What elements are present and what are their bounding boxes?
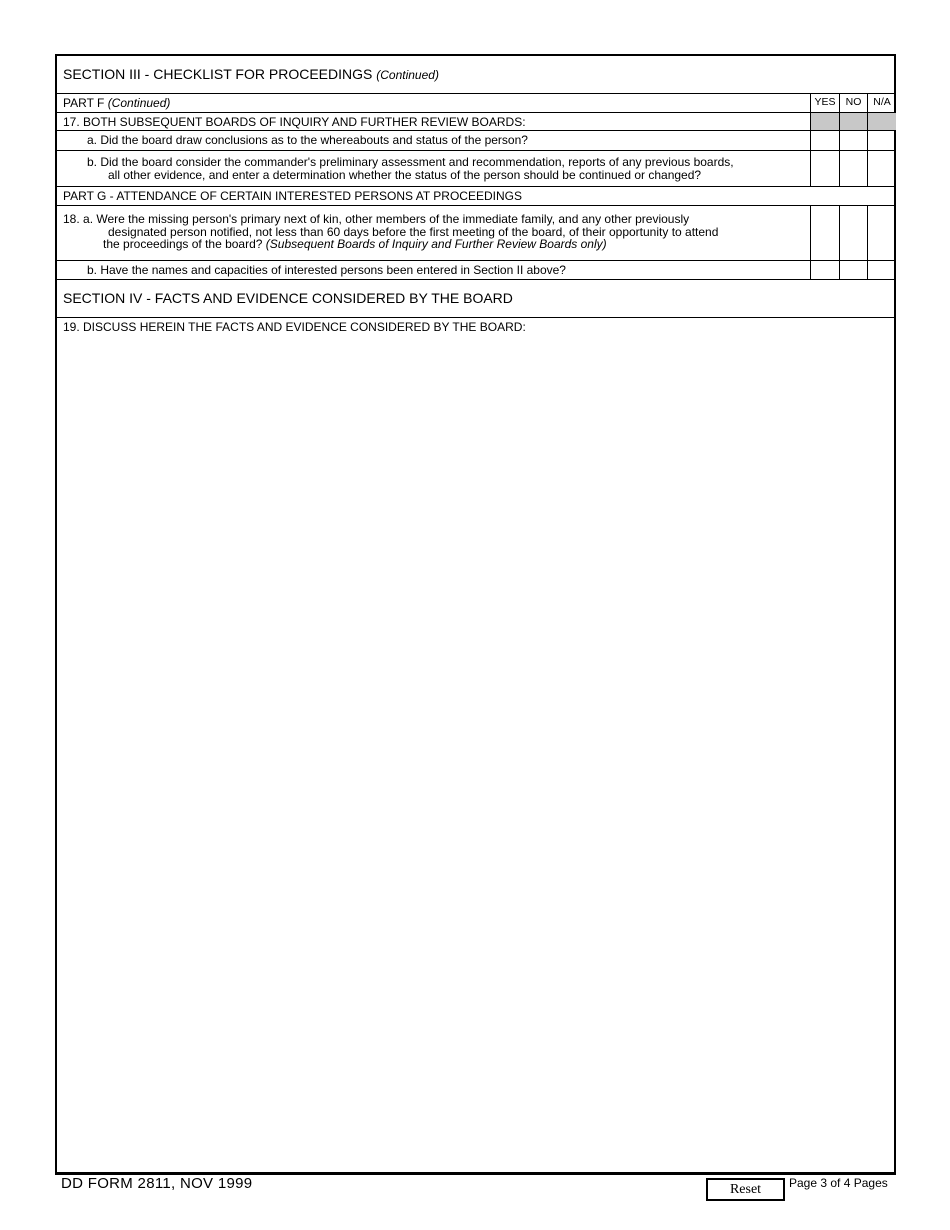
- item-18a-row: [57, 206, 894, 261]
- item-19-facts-field[interactable]: [57, 318, 894, 1172]
- part-f-continued: (Continued): [107, 96, 171, 110]
- column-header-na: N/A: [867, 94, 896, 112]
- form-page: [55, 54, 896, 1175]
- item-17a-question: a. Did the board draw conclusions as to the whereabouts and status of the person?: [87, 133, 528, 147]
- column-header-no: NO: [839, 94, 867, 112]
- form-identifier: DD FORM 2811, NOV 1999: [61, 1175, 253, 1192]
- part-f-title: [63, 97, 170, 110]
- section-iii-header: [57, 56, 894, 94]
- section-iii-title: SECTION III - CHECKLIST FOR PROCEEDINGS: [63, 66, 373, 82]
- item-18a-no-checkbox[interactable]: [839, 206, 867, 260]
- page-number: Page 3 of 4 Pages: [789, 1176, 888, 1190]
- item-18b-yes-checkbox[interactable]: [810, 261, 839, 279]
- item-18a-question-line3-text: the proceedings of the board?: [103, 237, 263, 251]
- item-17b-no-checkbox[interactable]: [839, 151, 867, 186]
- item-17b-yes-checkbox[interactable]: [810, 151, 839, 186]
- column-header-yes: YES: [810, 94, 839, 112]
- item-18a-question-line3: [103, 238, 607, 251]
- item-18a-na-checkbox[interactable]: [867, 206, 896, 260]
- item-17-heading: 17. BOTH SUBSEQUENT BOARDS OF INQUIRY AND FURTHER REVIEW BOARDS:: [63, 115, 526, 129]
- item-18b-question: b. Have the names and capacities of interested persons been entered in Section II above?: [87, 263, 566, 277]
- item-17b-question-line2: all other evidence, and enter a determination whether the status of the person should be continued or changed?: [108, 167, 702, 182]
- part-f-header: [57, 94, 894, 113]
- item-18a-question-line2: designated person notified, not less than 60 days before the first meeting of the board, of their opportunity to attend: [108, 224, 719, 239]
- item-18b-row: [57, 261, 894, 280]
- part-g-title: PART G - ATTENDANCE OF CERTAIN INTERESTED PERSONS AT PROCEEDINGS: [63, 189, 522, 203]
- item-19-label: 19. DISCUSS HEREIN THE FACTS AND EVIDENCE CONSIDERED BY THE BOARD:: [63, 320, 526, 334]
- shaded-cell-yes: [810, 113, 839, 130]
- shaded-cell-no: [839, 113, 867, 130]
- item-18b-na-checkbox[interactable]: [867, 261, 896, 279]
- item-17a-na-checkbox[interactable]: [867, 131, 896, 150]
- section-iv-title: SECTION IV - FACTS AND EVIDENCE CONSIDERED BY THE BOARD: [63, 290, 513, 306]
- part-g-header: [57, 187, 894, 206]
- item-17b-row: [57, 151, 894, 187]
- item-17b-question-line1: b. Did the board consider the commander's preliminary assessment and recommendation, reports of any previous boards,: [87, 155, 734, 169]
- section-iii-title-line: [63, 68, 439, 82]
- item-17a-no-checkbox[interactable]: [839, 131, 867, 150]
- reset-button[interactable]: Reset: [706, 1178, 785, 1201]
- item-17a-yes-checkbox[interactable]: [810, 131, 839, 150]
- section-iv-header: [57, 280, 894, 318]
- item-17a-row: [57, 131, 894, 151]
- item-18a-note: (Subsequent Boards of Inquiry and Further Review Boards only): [265, 237, 607, 251]
- section-iii-continued: (Continued): [376, 68, 439, 82]
- item-18b-no-checkbox[interactable]: [839, 261, 867, 279]
- item-17-heading-row: [57, 113, 894, 131]
- shaded-cell-na: [867, 113, 896, 130]
- part-f-label: PART F: [63, 96, 105, 110]
- item-18a-yes-checkbox[interactable]: [810, 206, 839, 260]
- item-17b-na-checkbox[interactable]: [867, 151, 896, 186]
- item-18a-question-line1: 18. a. Were the missing person's primary next of kin, other members of the immediate family, and any other previously: [63, 212, 690, 226]
